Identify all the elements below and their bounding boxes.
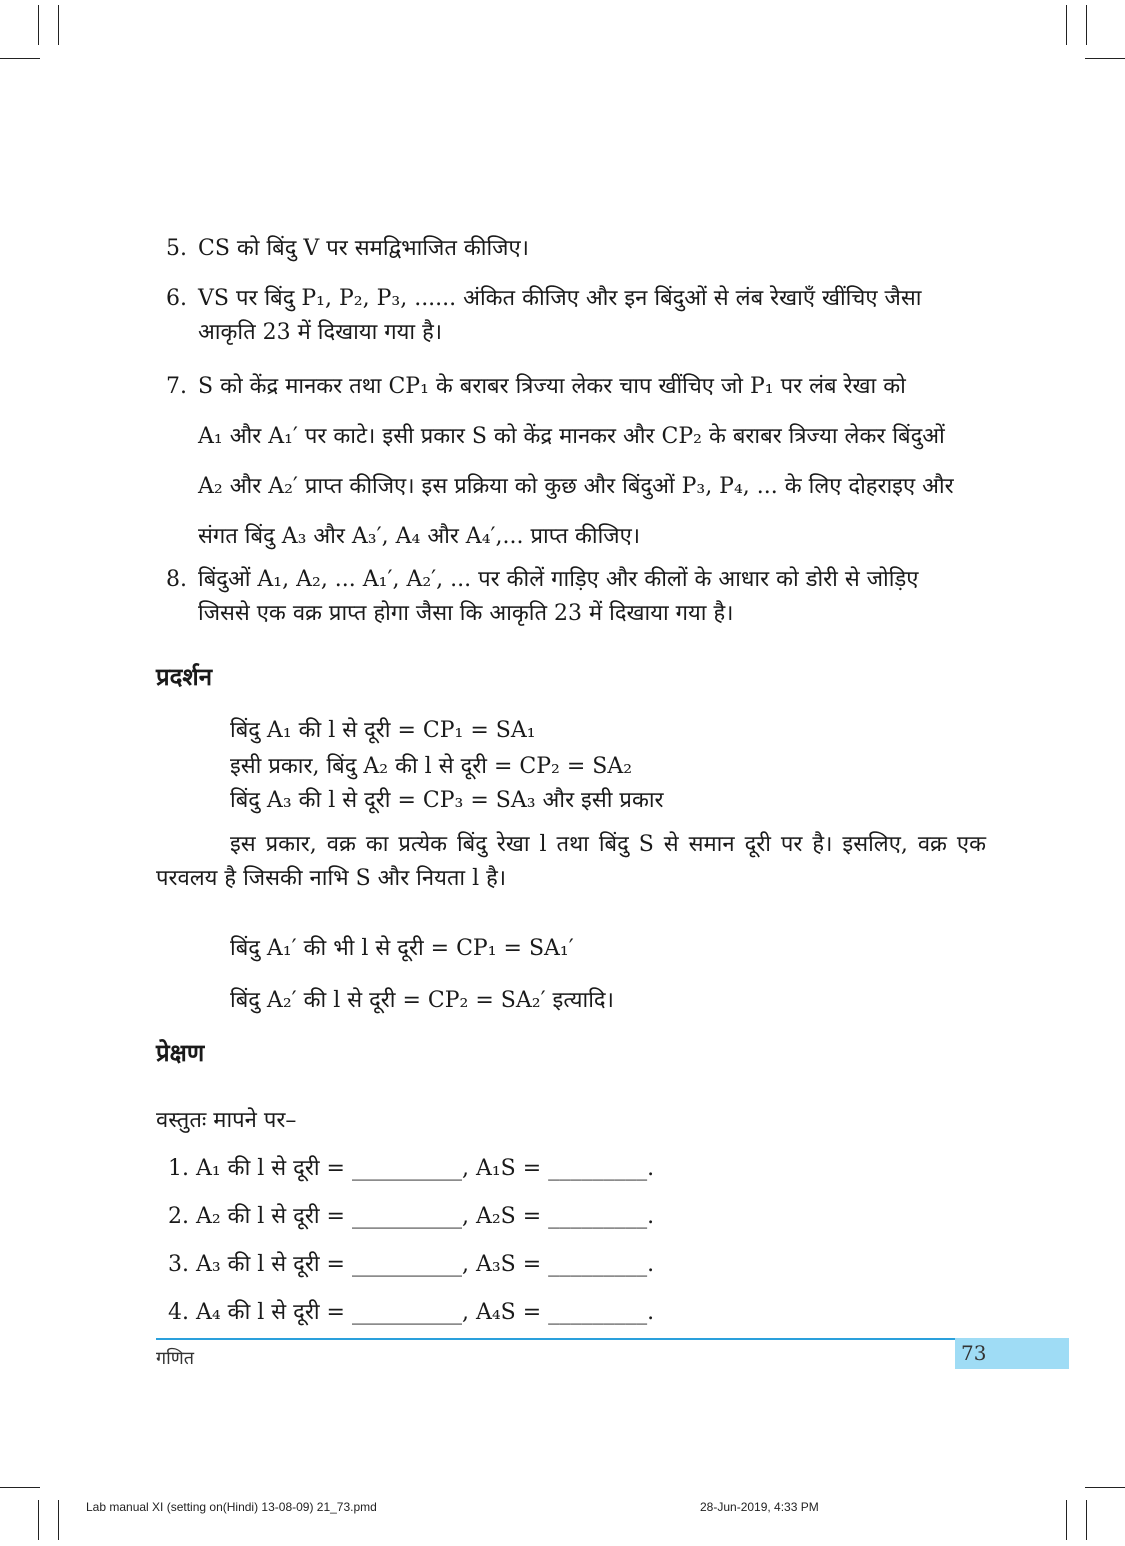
crop-mark [1086,5,1087,45]
step-5 [166,232,986,266]
step-6 [166,282,986,350]
observation-item: 1. A₁ की l से दूरी = __________, A₁S = _________. [168,1156,655,1181]
step-text: संगत बिंदु A₃ और A₃′, A₄ और A₄′,... प्राप्त कीजिए। [198,524,641,549]
demonstration-paragraph: इस प्रकार, वक्र का प्रत्येक बिंदु रेखा l तथा बिंदु S से समान दूरी पर है। इसलिए, वक्र एक परवलय है जिसकी नाभि S और नियता l है। [156,832,986,891]
step-number: 7. [166,374,187,399]
step-number: 8. [166,567,187,592]
step-text: आकृति 23 में दिखाया गया है। [198,320,443,345]
page-number-box [955,1338,1069,1369]
crop-mark [1086,1500,1087,1540]
footer-subject: गणित [156,1348,195,1369]
page-number: 73 [961,1341,987,1365]
observation-item: 4. A₄ की l से दूरी = __________, A₄S = _________. [168,1300,655,1325]
step-number: 5. [166,236,187,261]
crop-mark [38,5,39,45]
crop-mark [1066,5,1067,45]
section-heading-demonstration: प्रदर्शन [156,662,213,691]
slug-timestamp: 28-Jun-2019, 4:33 PM [700,1500,819,1514]
step-text: VS पर बिंदु P₁, P₂, P₃, ...... अंकित कीजिए और इन बिंदुओं से लंब रेखाएँ खींचिए जैसा [198,286,922,311]
demonstration-line: बिंदु A₁ की l से दूरी = CP₁ = SA₁ [230,718,536,743]
crop-mark [1066,1500,1067,1540]
crop-mark [1085,58,1125,59]
step-text: बिंदुओं A₁, A₂, ... A₁′, A₂′, ... पर कीलें गाड़िए और कीलों के आधार को डोरी से जोड़िए [198,567,919,592]
crop-mark [38,1500,39,1540]
crop-mark [0,1487,40,1488]
demonstration-line: बिंदु A₂′ की l से दूरी = CP₂ = SA₂′ इत्यादि। [230,988,614,1013]
footer-rule [156,1338,956,1340]
step-number: 6. [166,286,187,311]
crop-mark [58,1500,59,1540]
section-heading-observation: प्रेक्षण [156,1038,205,1067]
demonstration-line: बिंदु A₁′ की भी l से दूरी = CP₁ = SA₁′ [230,936,574,961]
step-text: S को केंद्र मानकर तथा CP₁ के बराबर त्रिज्या लेकर चाप खींचिए जो P₁ पर लंब रेखा को [198,374,906,399]
step-text: CS को बिंदु V पर समद्विभाजित कीजिए। [198,236,530,261]
step-8 [166,563,986,631]
step-text: A₂ और A₂′ प्राप्त कीजिए। इस प्रक्रिया को कुछ और बिंदुओं P₃, P₄, ... के लिए दोहराइए और [198,474,954,499]
step-text: जिससे एक वक्र प्राप्त होगा जैसा कि आकृति 23 में दिखाया गया है। [198,601,734,626]
demonstration-line: बिंदु A₃ की l से दूरी = CP₃ = SA₃ और इसी प्रकार [230,788,664,813]
step-text: A₁ और A₁′ पर काटे। इसी प्रकार S को केंद्र मानकर और CP₂ के बराबर त्रिज्या लेकर बिंदुओं [198,424,945,449]
step-7 [166,362,986,562]
observation-item: 3. A₃ की l से दूरी = __________, A₃S = _________. [168,1252,655,1277]
crop-mark [1085,1487,1125,1488]
slug-filename: Lab manual XI (setting on(Hindi) 13-08-09) 21_73.pmd [86,1500,377,1514]
crop-mark [58,5,59,45]
crop-mark [0,58,40,59]
observation-item: 2. A₂ की l से दूरी = __________, A₂S = _________. [168,1204,655,1229]
observation-intro: वस्तुतः मापने पर– [156,1108,297,1133]
demonstration-line: इसी प्रकार, बिंदु A₂ की l से दूरी = CP₂ = SA₂ [230,754,633,779]
